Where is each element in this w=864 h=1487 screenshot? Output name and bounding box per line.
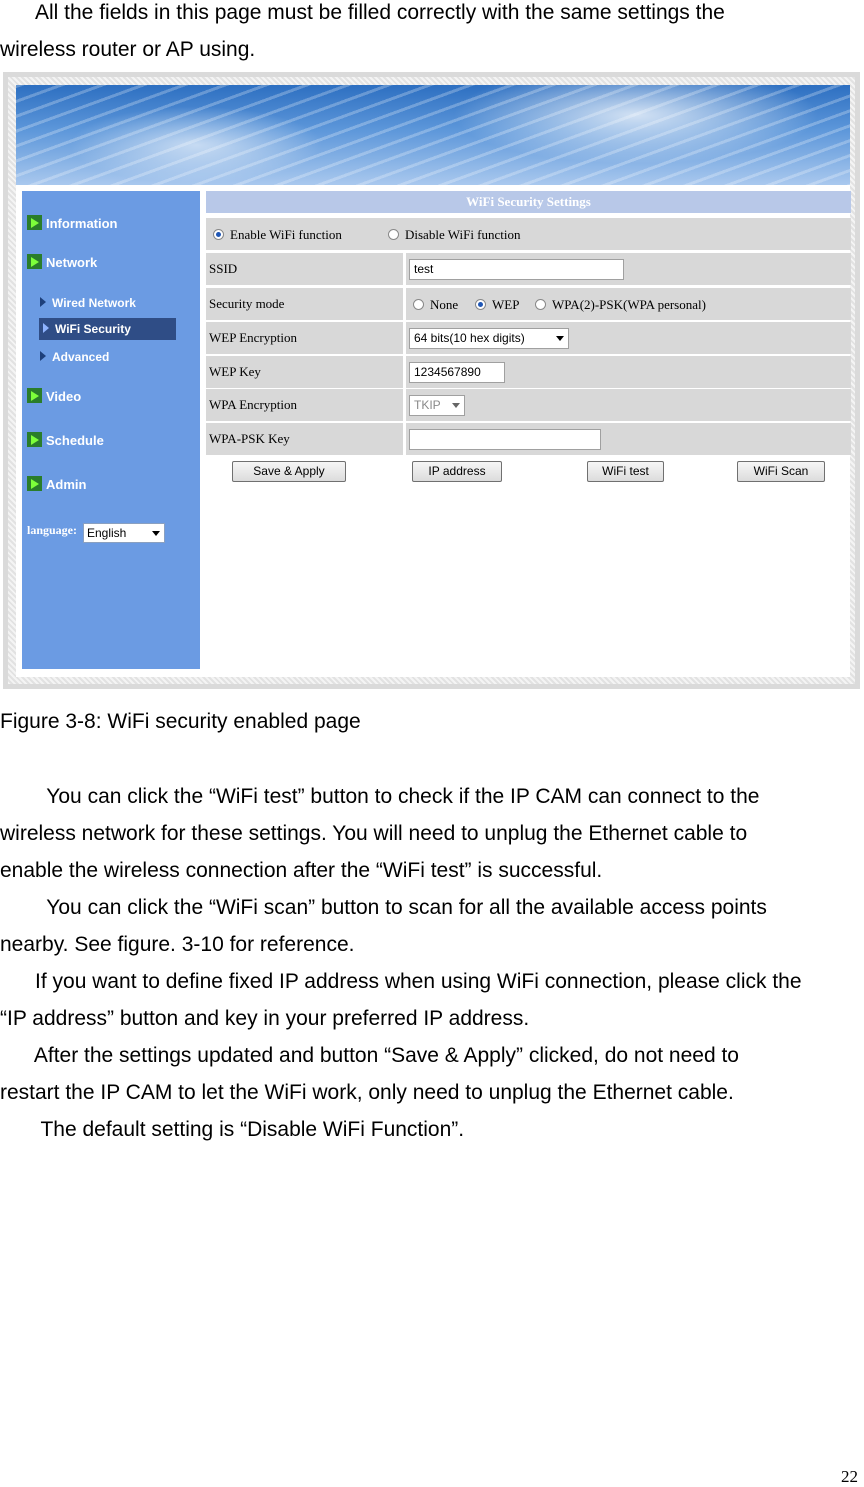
ssid-label: SSID — [206, 253, 403, 285]
sidebar-item-label: Schedule — [46, 433, 104, 448]
wpa-psk-key-input[interactable] — [409, 429, 601, 450]
disable-wifi-label: Disable WiFi function — [405, 227, 521, 242]
wpa-encryption-value: TKIP — [414, 398, 441, 412]
wep-radio[interactable] — [475, 299, 486, 310]
sidebar-item-schedule[interactable] — [27, 432, 104, 448]
play-icon — [27, 388, 42, 403]
wifi-test-button[interactable]: WiFi test — [587, 461, 664, 482]
body-line: You can click the “WiFi scan” button to scan for all the available access points — [0, 896, 767, 919]
play-icon — [27, 254, 42, 269]
figure-caption: Figure 3-8: WiFi security enabled page — [0, 710, 361, 733]
arrow-icon — [40, 297, 46, 307]
wpa-psk-key-value-cell — [406, 423, 851, 455]
enable-wifi-label: Enable WiFi function — [230, 227, 342, 242]
wpa-encryption-select[interactable] — [409, 395, 465, 416]
save-apply-button[interactable]: Save & Apply — [232, 461, 346, 482]
body-line: After the settings updated and button “Save & Apply” clicked, do not need to — [0, 1044, 739, 1067]
sidebar-subitem-wired-network[interactable] — [40, 296, 136, 310]
wep-encryption-row — [206, 322, 851, 354]
page-number: 22 — [841, 1467, 858, 1486]
wep-encryption-select[interactable] — [409, 328, 569, 349]
disable-wifi-option[interactable] — [388, 227, 521, 243]
sidebar-subitem-wifi-security[interactable] — [39, 318, 176, 340]
sidebar-subitem-label: Wired Network — [52, 296, 136, 310]
body-line: nearby. See figure. 3-10 for reference. — [0, 933, 355, 956]
ssid-input[interactable]: test — [409, 259, 624, 280]
intro-paragraph — [0, 0, 864, 68]
none-radio[interactable] — [413, 299, 424, 310]
ssid-row — [206, 253, 851, 285]
chevron-down-icon — [452, 403, 460, 408]
intro-line: wireless router or AP using. — [0, 38, 256, 61]
arrow-icon — [43, 323, 49, 333]
sidebar-item-information[interactable] — [27, 215, 118, 231]
language-value: English — [87, 526, 127, 540]
body-line: restart the IP CAM to let the WiFi work, only need to unplug the Ethernet cable. — [0, 1081, 734, 1104]
sidebar-item-label: Information — [46, 216, 118, 231]
wep-key-value-cell — [406, 356, 851, 388]
intro-line: All the fields in this page must be filled correctly with the same settings the — [35, 1, 725, 24]
security-mode-none[interactable] — [413, 297, 458, 313]
sidebar-item-label: Network — [46, 255, 98, 270]
body-line: The default setting is “Disable WiFi Function”. — [0, 1118, 465, 1141]
none-label: None — [430, 297, 459, 312]
enable-wifi-option[interactable] — [213, 227, 342, 243]
sidebar-item-label: Admin — [46, 477, 87, 492]
wpa-label: WPA(2)-PSK(WPA personal) — [552, 297, 706, 312]
security-mode-value-cell — [406, 288, 851, 320]
screenshot-figure — [3, 72, 860, 689]
play-icon — [27, 432, 42, 447]
sidebar-subitem-advanced[interactable] — [40, 350, 109, 364]
body-paragraphs — [0, 778, 864, 1148]
wep-key-label: WEP Key — [206, 356, 403, 388]
security-mode-row — [206, 288, 851, 320]
header-banner — [16, 85, 850, 185]
sidebar-item-network[interactable] — [27, 254, 97, 270]
chevron-down-icon — [152, 531, 160, 536]
wpa-psk-key-label: WPA-PSK Key — [206, 423, 403, 455]
wpa-psk-key-row — [206, 423, 851, 455]
body-line: enable the wireless connection after the “WiFi test” is successful. — [0, 859, 603, 882]
wep-encryption-value-cell — [406, 322, 851, 354]
ssid-value-cell — [406, 253, 851, 285]
security-mode-wep[interactable] — [475, 297, 519, 313]
language-label: language: — [27, 523, 78, 537]
body-line: If you want to define fixed IP address when using WiFi connection, please click the — [0, 970, 802, 993]
wep-key-row — [206, 356, 851, 388]
play-icon — [27, 215, 42, 230]
security-mode-label: Security mode — [206, 288, 403, 320]
wpa-encryption-value-cell — [406, 389, 851, 421]
wep-label: WEP — [492, 297, 520, 312]
sidebar-item-video[interactable] — [27, 388, 81, 404]
panel-title: WiFi Security Settings — [206, 191, 851, 213]
play-icon — [27, 476, 42, 491]
ip-address-button[interactable]: IP address — [412, 461, 502, 482]
wpa-encryption-row — [206, 389, 851, 421]
enable-wifi-radio[interactable] — [213, 229, 224, 240]
language-select[interactable] — [83, 523, 165, 543]
wep-encryption-label: WEP Encryption — [206, 322, 403, 354]
wep-encryption-value: 64 bits(10 hex digits) — [414, 331, 525, 345]
sidebar-item-label: Video — [46, 389, 82, 404]
chevron-down-icon — [556, 336, 564, 341]
body-line: You can click the “WiFi test” button to check if the IP CAM can connect to the — [0, 785, 760, 808]
wep-key-input[interactable]: 1234567890 — [409, 362, 505, 383]
camera-web-ui — [16, 85, 850, 677]
wpa-encryption-label: WPA Encryption — [206, 389, 403, 421]
wifi-function-row — [206, 218, 851, 250]
security-mode-wpa[interactable] — [535, 297, 706, 313]
disable-wifi-radio[interactable] — [388, 229, 399, 240]
body-line: “IP address” button and key in your preferred IP address. — [0, 1007, 530, 1030]
sidebar — [22, 191, 200, 669]
sidebar-item-admin[interactable] — [27, 476, 86, 492]
arrow-icon — [40, 351, 46, 361]
wpa-radio[interactable] — [535, 299, 546, 310]
sidebar-subitem-label: Advanced — [52, 350, 110, 364]
wifi-scan-button[interactable]: WiFi Scan — [737, 461, 825, 482]
body-line: wireless network for these settings. You will need to unplug the Ethernet cable to — [0, 822, 748, 845]
sidebar-subitem-label: WiFi Security — [55, 322, 131, 336]
